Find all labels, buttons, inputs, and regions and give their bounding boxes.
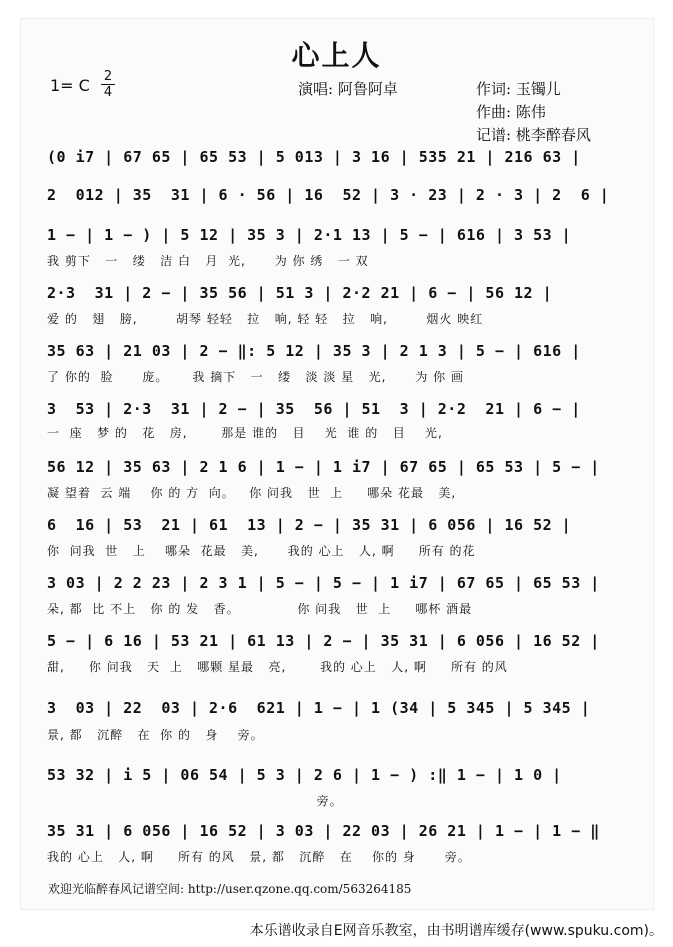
- score-line-8: 6 16 | 53 21 | 61 13 | 2 − | 35 31 | 6 056 | 16 52 |: [47, 516, 572, 534]
- lyric-line-2: [47, 208, 617, 224]
- score-line-11: 3 03 | 22 03 | 2·6 621 | 1 − | 1 (34 | 5 345 | 5 345 |: [47, 699, 591, 717]
- footer-note: 欢迎光临醉春风记谱空间: http://user.qzone.qq.com/563264185: [48, 882, 412, 896]
- time-top: 2: [103, 69, 113, 84]
- lyric-line-13: 我的 心上 人, 啊 所有 的风 景, 都 沉醉 在 你的 身 旁。: [47, 850, 471, 864]
- key-signature: 1= C: [50, 76, 90, 95]
- lyric-line-8: 你 问我 世 上 哪朵 花最 美, 我的 心上 人, 啊 所有 的花: [47, 544, 476, 558]
- score-line-12: 53 32 | i 5 | 06 54 | 5 3 | 2 6 | 1 − ) :‖ 1 − | 1 0 |: [47, 766, 562, 784]
- time-bottom: 4: [103, 85, 113, 100]
- transcriber-credit: 记谱: 桃李醉春风: [476, 126, 591, 144]
- lyric-line-4: 爱 的 翅 膀, 胡琴 轻轻 拉 响, 轻 轻 拉 响, 烟火 映红: [47, 312, 484, 326]
- lyric-line-12: 旁。: [47, 794, 343, 808]
- lyricist-credit: 作词: 玉镯儿: [476, 80, 561, 98]
- score-line-3: 1 − | 1 − ) | 5 12 | 35 3 | 2·1 13 | 5 − | 616 | 3 53 |: [47, 226, 572, 244]
- lyric-line-11: 景, 都 沉醉 在 你 的 身 旁。: [47, 728, 264, 742]
- composer-credit: 作曲: 陈伟: [476, 103, 546, 121]
- lyric-line-6: 一 座 梦 的 花 房, 那是 谁的 目 光 谁 的 目 光,: [47, 426, 443, 440]
- score-line-6: 3 53 | 2·3 31 | 2 − | 35 56 | 51 3 | 2·2 21 | 6 − |: [47, 400, 581, 418]
- singer-credit: 演唱: 阿鲁阿卓: [298, 80, 398, 98]
- lyric-line-1: [47, 170, 617, 186]
- score-line-2: 2 012 | 35 31 | 6 · 56 | 16 52 | 3 · 23 | 2 · 3 | 2 6 |: [47, 186, 610, 204]
- score-line-13: 35 31 | 6 056 | 16 52 | 3 03 | 22 03 | 26 21 | 1 − | 1 − ‖: [47, 822, 600, 840]
- song-title: 心上人: [291, 39, 382, 72]
- score-line-10: 5 − | 6 16 | 53 21 | 61 13 | 2 − | 35 31 | 6 056 | 16 52 |: [47, 632, 600, 650]
- score-line-5: 35 63 | 21 03 | 2 − ‖: 5 12 | 35 3 | 2 1 3 | 5 − | 616 |: [47, 342, 581, 360]
- score-line-7: 56 12 | 35 63 | 2 1 6 | 1 − | 1 i7 | 67 65 | 65 53 | 5 − |: [47, 458, 600, 476]
- time-signature: [101, 70, 115, 99]
- lyric-line-7: 凝 望着 云 端 你 的 方 向。 你 问我 世 上 哪朵 花最 美,: [47, 486, 457, 500]
- score-line-4: 2·3 31 | 2 − | 35 56 | 51 3 | 2·2 21 | 6 − | 56 12 |: [47, 284, 553, 302]
- lyric-line-5: 了 你的 脸 庞。 我 摘下 一 缕 淡 淡 星 光, 为 你 画: [47, 370, 464, 384]
- source-note: 本乐谱收录自E网音乐教室，由书明谱库缓存(www.spuku.com)。: [249, 923, 663, 939]
- lyric-line-9: 朵, 都 比 不上 你 的 发 香。 你 问我 世 上 哪杯 酒最: [47, 602, 473, 616]
- lyric-line-10: 甜, 你 问我 天 上 哪颗 星最 亮, 我的 心上 人, 啊 所有 的风: [47, 660, 508, 674]
- score-line-9: 3 03 | 2 2 23 | 2 3 1 | 5 − | 5 − | 1 i7 | 67 65 | 65 53 |: [47, 574, 600, 592]
- lyric-line-3: 我 剪下 一 缕 洁 白 月 光, 为 你 绣 一 双: [47, 254, 369, 268]
- score-line-1: (0 i7 | 67 65 | 65 53 | 5 013 | 3 16 | 535 21 | 216 63 |: [47, 148, 581, 166]
